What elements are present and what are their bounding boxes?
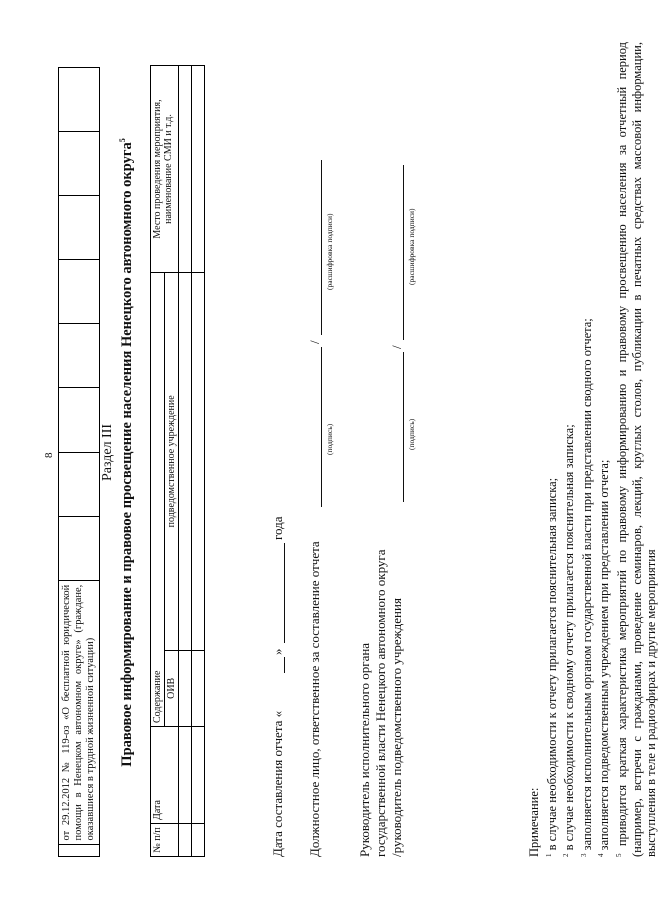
page-number: 8 [43, 452, 55, 458]
responsible-label: Должностное лицо, ответственное за составление отчета [307, 541, 322, 857]
signature-caption: (подпись) [325, 423, 334, 455]
signature-caption: (подпись) [407, 418, 416, 450]
decode-caption: (расшифровка подписи) [325, 213, 334, 290]
signature-line [321, 347, 322, 507]
table-row [59, 68, 100, 857]
report-table [150, 65, 205, 857]
continuation-table [58, 67, 100, 857]
head-line-3: /руководитель подведомственного учреждения [389, 598, 404, 857]
date-month-line [284, 543, 285, 643]
col-date-header: Дата [151, 727, 179, 824]
table-header-row [151, 66, 165, 857]
slash: / [307, 340, 322, 344]
decode-line [321, 160, 322, 335]
table-row [179, 66, 192, 857]
report-date-label: Дата составления отчета « [270, 710, 285, 857]
head-line-2: государственной власти Ненецкого автономного округа [373, 549, 388, 857]
continuation-text: от 29.12.2012 № 119-оз «О бесплатной юридической помощи в Ненецком автономном округе» (граждане, оказавшиеся в трудной жизненной ситуации) [59, 580, 100, 845]
col-sub-header: подведомственное учреждение [165, 273, 179, 651]
head-signature-line [403, 352, 404, 502]
report-date-mid: » [270, 648, 285, 655]
report-date-suffix: года [270, 516, 285, 540]
table-row [192, 66, 205, 857]
head-decode-line [403, 165, 404, 340]
col-oiv-header: ОИВ [165, 650, 179, 726]
date-day-line [284, 657, 285, 673]
note-item: $^2$ в случае необходимости к сводному отчету прилагается пояснительная записка; [562, 424, 577, 857]
note-item: $^3$ заполняется исполнительным органом государственной власти при представлении сводного отчета; [579, 318, 594, 857]
section-title: Раздел III [100, 423, 115, 482]
head-line-1: Руководитель исполнительного органа [357, 642, 372, 857]
col-number-header: № п/п [151, 824, 179, 857]
note-item: $^4$ заполняется подведомственным учреждением при представлении отчета; [597, 459, 612, 857]
notes-block [527, 42, 659, 857]
col-place-header: Место проведения мероприятия, наименование СМИ и т.д. [151, 66, 179, 273]
col-content-header: Содержание [151, 273, 165, 727]
section-heading: Правовое информирование и правовое просвещение населения Ненецкого автономного округа$^5$ [118, 138, 135, 767]
notes-title: Примечание: [527, 787, 541, 857]
slash: / [389, 345, 404, 349]
note-item: $^5$ приводится краткая характеристика мероприятий по правовому информированию и правовому просвещению населения за отчетный период (например, встречи с гражданами, проведение семинаров, лекций, круглых столов, публикации в печатных средствах массовой информации, выступления в теле и радиоэфирах и другие мероприятия [615, 42, 659, 857]
decode-caption: (расшифровка подписи) [407, 208, 416, 285]
note-item: $^1$ в случае необходимости к отчету прилагается пояснительная записка; [544, 477, 559, 857]
